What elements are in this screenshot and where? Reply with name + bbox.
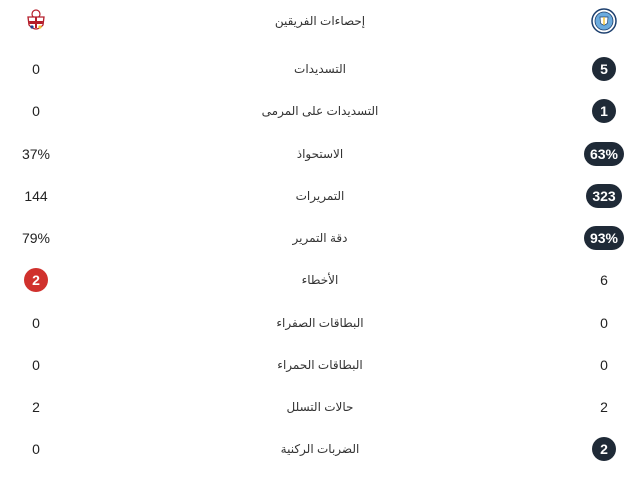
away-stat-value: 5 xyxy=(592,57,616,81)
stats-title: إحصاءات الفريقين xyxy=(274,14,366,28)
away-stat-value: 0 xyxy=(600,357,608,373)
stat-label: التسديدات على المرمى xyxy=(261,104,379,118)
home-stat-value: 2 xyxy=(32,399,40,415)
home-value-cell xyxy=(0,188,72,204)
home-stat-value: 0 xyxy=(32,61,40,77)
home-stat-value: 0 xyxy=(32,441,40,457)
stat-label: التسديدات xyxy=(294,62,346,76)
stat-row xyxy=(0,48,640,90)
home-stat-value: 2 xyxy=(24,268,48,292)
home-stat-value: 37% xyxy=(21,146,51,162)
home-stat-value: 144 xyxy=(24,188,48,204)
stat-row xyxy=(0,386,640,428)
away-stat-value: 0 xyxy=(600,315,608,331)
home-stat-value: 0 xyxy=(32,103,40,119)
away-team-logo xyxy=(568,8,640,34)
stat-row xyxy=(0,302,640,344)
away-stat-value: 93% xyxy=(584,226,624,250)
manchester-city-crest-icon xyxy=(591,8,617,34)
home-value-cell xyxy=(0,146,72,162)
home-stat-value: 0 xyxy=(32,315,40,331)
away-value-cell xyxy=(568,142,640,166)
away-value-cell xyxy=(568,184,640,208)
home-value-cell xyxy=(0,61,72,77)
away-stat-value: 2 xyxy=(592,437,616,461)
away-stat-value: 2 xyxy=(600,399,608,415)
stat-label: الاستحواذ xyxy=(296,147,344,161)
stat-row xyxy=(0,175,640,217)
home-value-cell xyxy=(0,268,72,292)
away-value-cell xyxy=(568,315,640,331)
stat-label: البطاقات الحمراء xyxy=(277,358,363,372)
stat-row xyxy=(0,259,640,301)
away-value-cell xyxy=(568,57,640,81)
away-stat-value: 1 xyxy=(592,99,616,123)
stat-label: الضربات الركنية xyxy=(280,442,360,456)
home-team-logo xyxy=(0,8,72,34)
home-value-cell xyxy=(0,399,72,415)
southampton-crest-icon xyxy=(23,8,49,34)
stat-row xyxy=(0,217,640,259)
away-stat-value: 323 xyxy=(586,184,621,208)
stat-row xyxy=(0,90,640,132)
stat-label: حالات التسلل xyxy=(286,400,354,414)
away-value-cell xyxy=(568,99,640,123)
home-value-cell xyxy=(0,357,72,373)
home-value-cell xyxy=(0,230,72,246)
stat-label: الأخطاء xyxy=(301,273,339,287)
stat-label: التمريرات xyxy=(295,189,345,203)
away-value-cell xyxy=(568,272,640,288)
away-stat-value: 63% xyxy=(584,142,624,166)
home-stat-value: 79% xyxy=(21,230,51,246)
stat-label: دقة التمرير xyxy=(292,231,348,245)
away-value-cell xyxy=(568,357,640,373)
stat-label: البطاقات الصفراء xyxy=(276,316,364,330)
stat-row xyxy=(0,344,640,386)
away-value-cell xyxy=(568,226,640,250)
stat-row xyxy=(0,133,640,175)
away-value-cell xyxy=(568,399,640,415)
stats-header xyxy=(0,0,640,42)
home-value-cell xyxy=(0,441,72,457)
home-stat-value: 0 xyxy=(32,357,40,373)
away-value-cell xyxy=(568,437,640,461)
home-value-cell xyxy=(0,315,72,331)
away-stat-value: 6 xyxy=(600,272,608,288)
stat-row xyxy=(0,428,640,470)
home-value-cell xyxy=(0,103,72,119)
